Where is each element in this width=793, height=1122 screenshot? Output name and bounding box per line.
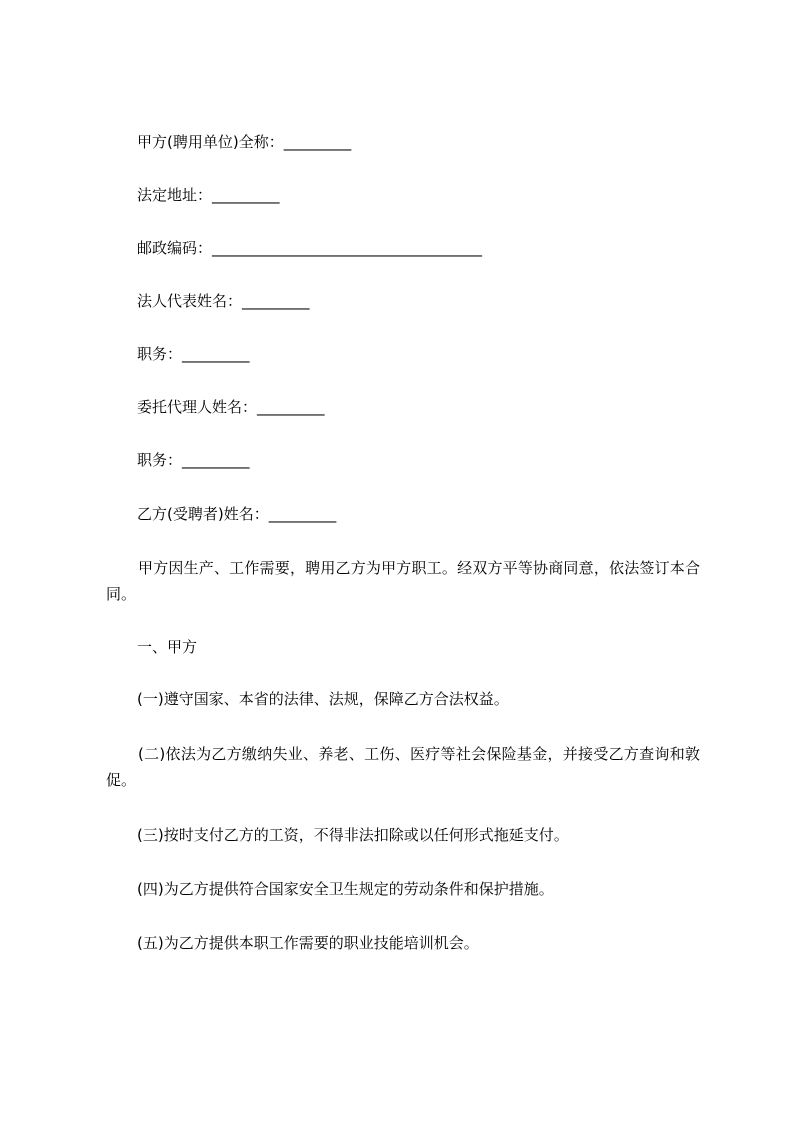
field-label: 邮政编码： [137,239,213,257]
clause-5: (五)为乙方提供本职工作需要的职业技能培训机会。 [137,934,479,952]
field-position-1 [137,344,250,364]
clause-2: (二)依法为乙方缴纳失业、养老、工伤、医疗等社会保险基金，并接受乙方查询和敦促。 [106,745,700,789]
field-label: 委托代理人姓名： [137,398,258,416]
field-agent-name [137,397,325,417]
field-blank: _________ [242,292,310,310]
field-legal-rep-name [137,291,310,311]
field-position-2 [137,450,250,470]
intro-paragraph: 甲方因生产、工作需要，聘用乙方为甲方职工。经双方平等协商同意，依法签订本合同。 [106,559,700,603]
field-label: 职务： [137,451,183,469]
field-party-a-name [137,132,351,152]
field-postal-code [137,238,482,258]
field-blank: _________ [257,398,325,416]
section-heading: 一、甲方 [137,638,198,656]
clause-1: (一)遵守国家、本省的法律、法规，保障乙方合法权益。 [137,690,509,708]
field-party-b-name [137,504,336,524]
field-label: 乙方(受聘者)姓名： [137,505,269,523]
field-legal-address [137,185,280,205]
field-blank: _________ [212,186,280,204]
field-label: 法人代表姓名： [137,292,243,310]
clause-4: (四)为乙方提供符合国家安全卫生规定的劳动条件和保护措施。 [137,880,554,898]
field-label: 甲方(聘用单位)全称： [137,133,284,151]
field-blank: _________ [268,505,337,523]
field-blank: ____________________________________ [212,239,483,257]
field-label: 职务： [137,345,183,363]
field-label: 法定地址： [137,186,213,204]
clause-3: (三)按时支付乙方的工资，不得非法扣除或以任何形式拖延支付。 [137,826,569,844]
field-blank: _________ [182,345,250,363]
field-blank: _________ [182,451,250,469]
field-blank: _________ [283,133,352,151]
